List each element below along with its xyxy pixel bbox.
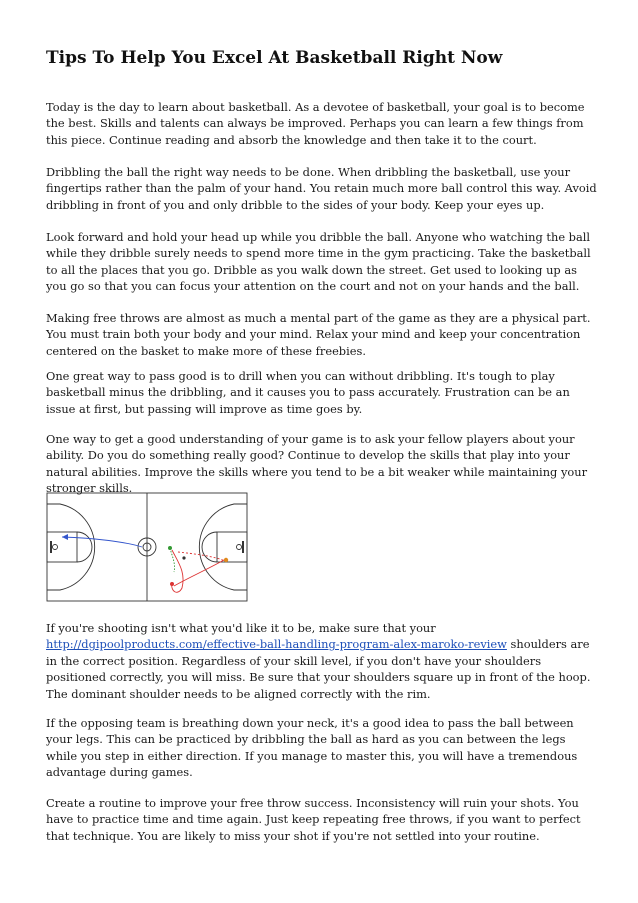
review-link[interactable]: http://dgipoolproducts.com/effective-ball-handling-program-alex-maroko-review — [46, 637, 507, 652]
paragraph-ask-players: One way to get a good understanding of your game is to ask your fellow players about your ability. Do you do something really good? Continue to develop the skills that play into your natural abilities. Improve the skills where you tend to be a bit weaker while maintaining your stronger skills. — [46, 432, 588, 496]
green-screen-path — [170, 548, 175, 572]
left-free-throw-circle — [77, 532, 92, 562]
player-marker-green — [168, 546, 172, 550]
paragraph-free-throws-mental: Making free throws are almost as much a mental part of the game as they are a physical part. You must train both your body and your mind. Relax your mind and keep your concentration centered on the basket to make more of these freebies. — [46, 311, 591, 358]
paragraph-head-up: Look forward and hold your head up while you dribble the ball. Anyone who watching the ball while they dribble surely needs to spend more time in the gym practicing. Take the basketball to all the places that you go. Dribble as you walk down the street. Get used to looking up as you go so that you can focus your attention on the court and not on your hands and the ball. — [46, 230, 591, 294]
red-cut-path-1 — [172, 550, 183, 592]
shooting-text-start: If you're shooting isn't what you'd like it to be, make sure that your — [46, 621, 436, 635]
right-hoop — [237, 545, 242, 550]
paragraph-passing: One great way to pass good is to drill when you can without dribbling. It's tough to play basketball minus the dribbling, and it causes you to pass accurately. Frustration can be an issue at first, but passing will improve as time goes by. — [46, 369, 570, 416]
blue-arrowhead — [62, 534, 68, 540]
paragraph-shooting — [46, 620, 598, 702]
shooting-text-end: shoulders are in the correct position. Regardless of your skill level, if you don't have your shoulders positioned correctly, you will miss. Be sure that your shoulders square up in front of the hoop. The dominant shoulder needs to be aligned correctly with the rim. — [46, 637, 591, 701]
player-marker-dark — [182, 556, 185, 559]
player-marker-orange — [224, 558, 228, 562]
left-hoop — [53, 545, 58, 550]
paragraph-pass-between-legs: If the opposing team is breathing down your neck, it's a good idea to pass the ball between your legs. This can be practiced by dribbling the ball as hard as you can between the legs while you step in either direction. If you manage to master this, you will have a tremendous advantage during games. — [46, 716, 578, 780]
paragraph-dribbling: Dribbling the ball the right way needs to be done. When dribbling the basketball, use your fingertips rather than the palm of your hand. You retain much more ball control this way. Avoid dribbling in front of you and only dribble to the sides of your body. Keep your eyes up. — [46, 165, 597, 212]
article-title: Tips To Help You Excel At Basketball Right Now — [46, 48, 503, 68]
paragraph-intro: Today is the day to learn about basketball. As a devotee of basketball, your goal is to become the best. Skills and talents can always be improved. Perhaps you can learn a few things from this piece. Continue reading and absorb the knowledge and then take it to the court. — [46, 100, 585, 147]
left-three-point-arc — [47, 504, 95, 590]
paragraph-free-throw-routine: Create a routine to improve your free throw success. Inconsistency will ruin your shots. You have to practice time and time again. Just keep repeating free throws, if you want to perfect that technique. You are likely to miss your shot if you're not settled into your routine. — [46, 796, 581, 843]
player-marker-red — [170, 582, 174, 586]
right-three-point-arc — [199, 504, 247, 590]
basketball-court-diagram — [46, 492, 248, 602]
blue-pass-path — [62, 537, 142, 547]
